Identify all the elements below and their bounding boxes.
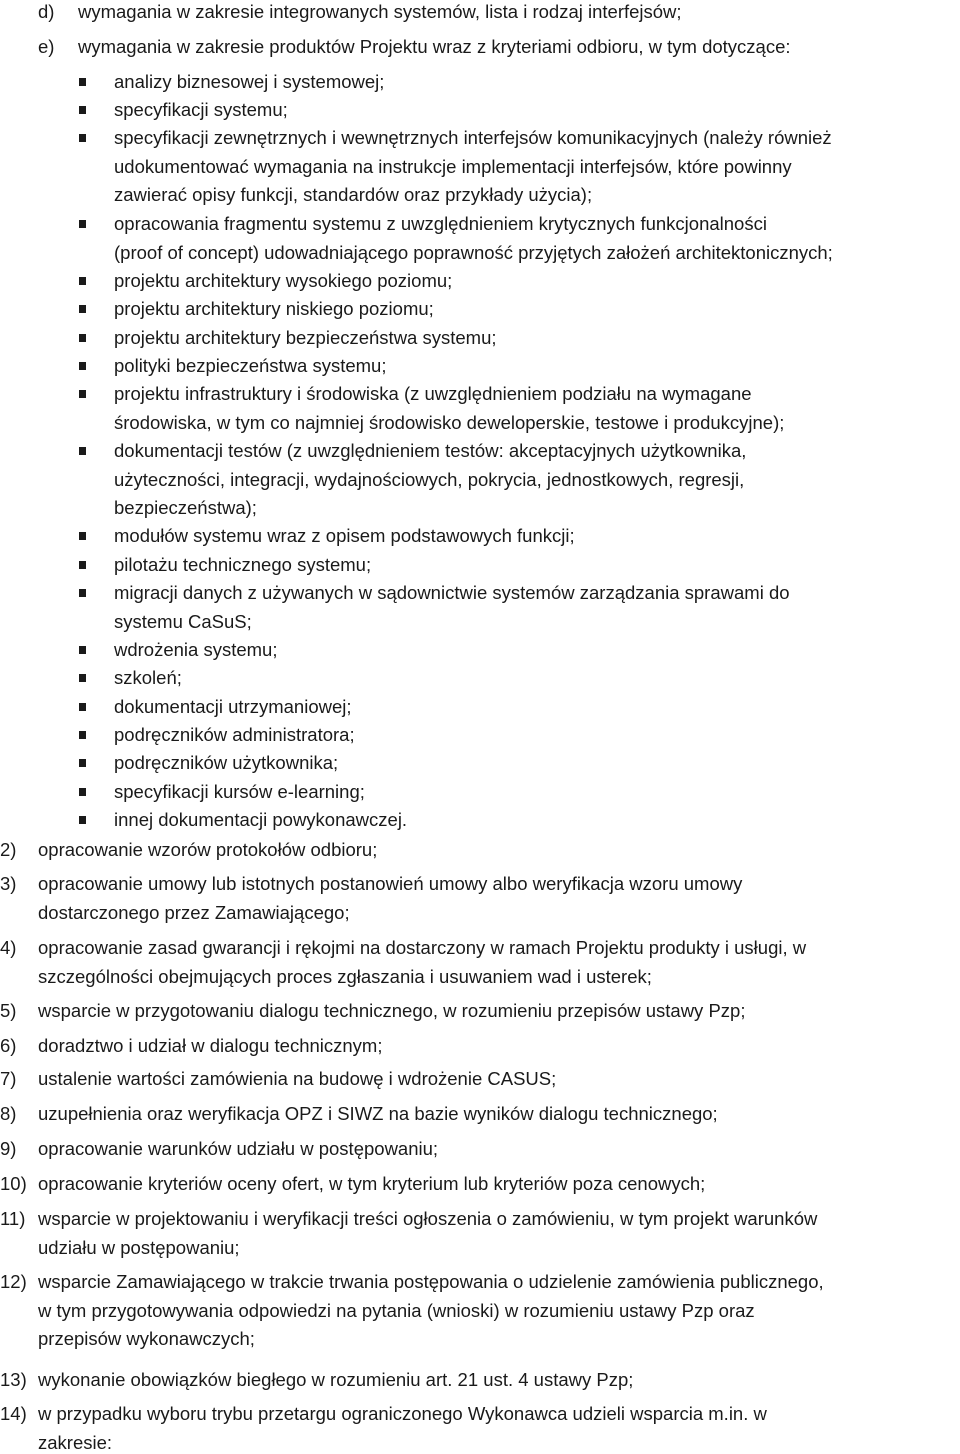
bullet-item-text: dokumentacji utrzymaniowej; (114, 696, 352, 717)
square-bullet-icon (79, 532, 86, 540)
bullet-item-text: (proof of concept) udowadniającego poprawność przyjętych założeń architektonicznych; (114, 241, 833, 263)
square-bullet-icon (79, 277, 86, 285)
numbered-item-text: w tym przygotowywania odpowiedzi na pytania (wnioski) w rozumieniu ustawy Pzp oraz (38, 1299, 755, 1321)
bullet-item-text: podręczników użytkownika; (114, 752, 339, 773)
square-bullet-icon (79, 134, 86, 142)
bullet-item-text: systemu CaSuS; (114, 610, 252, 632)
bullet-item-text: zawierać opisy funkcji, standardów oraz przykłady użycia); (114, 184, 593, 205)
list-number: 4) (0, 937, 17, 958)
square-bullet-icon (79, 78, 86, 86)
bullet-item-text: bezpieczeństwa); (114, 497, 257, 518)
numbered-item-text: opracowanie wzorów protokołów odbioru; (38, 839, 378, 860)
bullet-item-text: migracji danych z używanych w sądownictwie systemów zarządzania sprawami do (114, 582, 790, 603)
list-number: 6) (0, 1035, 17, 1056)
bullet-item-text: opracowania fragmentu systemu z uwzględnieniem krytycznych funkcjonalności (114, 213, 767, 234)
list-number: 13) (0, 1369, 27, 1390)
bullet-item-text: projektu architektury bezpieczeństwa systemu; (114, 327, 497, 348)
bullet-item-text: analizy biznesowej i systemowej; (114, 71, 385, 92)
numbered-item-text: opracowanie zasad gwarancji i rękojmi na dostarczony w ramach Projektu produkty i usługi, w (38, 937, 807, 958)
bullet-item-text: specyfikacji zewnętrznych i wewnętrznych interfejsów komunikacyjnych (należy również (114, 127, 832, 148)
bullet-item-text: projektu architektury wysokiego poziomu; (114, 270, 453, 291)
bullet-item-text: modułów systemu wraz z opisem podstawowych funkcji; (114, 525, 575, 546)
square-bullet-icon (79, 703, 86, 711)
square-bullet-icon (79, 334, 86, 342)
square-bullet-icon (79, 106, 86, 114)
bullet-item-text: udokumentować wymagania na instrukcje implementacji interfejsów, które powinny (114, 155, 792, 177)
numbered-item-text: wsparcie w przygotowaniu dialogu technicznego, w rozumieniu przepisów ustawy Pzp; (38, 1000, 746, 1021)
bullet-item-text: specyfikacji kursów e-learning; (114, 781, 365, 802)
bullet-item-text: projektu architektury niskiego poziomu; (114, 298, 434, 319)
list-number: 9) (0, 1138, 17, 1159)
square-bullet-icon (79, 390, 86, 398)
numbered-item-text: w przypadku wyboru trybu przetargu ograniczonego Wykonawca udzieli wsparcia m.in. w (38, 1403, 767, 1424)
square-bullet-icon (79, 816, 86, 824)
numbered-item-text: wykonanie obowiązków biegłego w rozumieniu art. 21 ust. 4 ustawy Pzp; (38, 1369, 634, 1390)
bullet-item-text: środowiska, w tym co najmniej środowisko deweloperskie, testowe i produkcyjne); (114, 411, 785, 433)
numbered-item-text: przepisów wykonawczych; (38, 1328, 255, 1349)
list-item-text: wymagania w zakresie produktów Projektu wraz z kryteriami odbioru, w tym dotyczące: (78, 36, 791, 57)
numbered-item-text: wsparcie w projektowaniu i weryfikacji treści ogłoszenia o zamówieniu, w tym projekt warunków (38, 1208, 818, 1229)
bullet-item-text: specyfikacji systemu; (114, 99, 288, 120)
bullet-item-text: szkoleń; (114, 667, 182, 688)
list-number: 2) (0, 839, 17, 860)
numbered-item-text: wsparcie Zamawiającego w trakcie trwania postępowania o udzielenie zamówienia publicznego, (38, 1271, 824, 1292)
square-bullet-icon (79, 759, 86, 767)
list-number: 3) (0, 873, 17, 894)
list-marker: d) (38, 1, 55, 22)
square-bullet-icon (79, 788, 86, 796)
square-bullet-icon (79, 674, 86, 682)
bullet-item-text: polityki bezpieczeństwa systemu; (114, 355, 387, 376)
bullet-item-text: podręczników administratora; (114, 724, 355, 745)
square-bullet-icon (79, 220, 86, 228)
list-marker: e) (38, 36, 55, 57)
numbered-item-text: udziału w postępowaniu; (38, 1236, 240, 1258)
numbered-item-text: zakresie: (38, 1431, 113, 1453)
numbered-item-text: szczególności obejmujących proces zgłaszania i usuwaniem wad i usterek; (38, 965, 652, 987)
numbered-item-text: opracowanie kryteriów oceny ofert, w tym kryterium lub kryteriów poza cenowych; (38, 1173, 706, 1194)
square-bullet-icon (79, 362, 86, 370)
bullet-item-text: pilotażu technicznego systemu; (114, 554, 372, 575)
bullet-item-text: użyteczności, integracji, wydajnościowych, pokrycia, jednostkowych, regresji, (114, 468, 745, 490)
bullet-item-text: innej dokumentacji powykonawczej. (114, 809, 408, 830)
list-number: 8) (0, 1103, 17, 1124)
square-bullet-icon (79, 305, 86, 313)
numbered-item-text: opracowanie umowy lub istotnych postanowień umowy albo weryfikacja wzoru umowy (38, 873, 743, 894)
numbered-item-text: ustalenie wartości zamówienia na budowę i wdrożenie CASUS; (38, 1068, 557, 1089)
square-bullet-icon (79, 447, 86, 455)
list-number: 10) (0, 1173, 27, 1194)
numbered-item-text: doradztwo i udział w dialogu technicznym; (38, 1035, 383, 1056)
square-bullet-icon (79, 731, 86, 739)
list-number: 5) (0, 1000, 17, 1021)
square-bullet-icon (79, 589, 86, 597)
bullet-item-text: projektu infrastruktury i środowiska (z uwzględnieniem podziału na wymagane (114, 383, 752, 404)
list-number: 14) (0, 1403, 27, 1424)
square-bullet-icon (79, 561, 86, 569)
square-bullet-icon (79, 646, 86, 654)
numbered-item-text: dostarczonego przez Zamawiającego; (38, 901, 350, 923)
numbered-item-text: opracowanie warunków udziału w postępowaniu; (38, 1138, 439, 1159)
bullet-item-text: wdrożenia systemu; (114, 639, 278, 660)
list-number: 12) (0, 1271, 27, 1292)
bullet-item-text: dokumentacji testów (z uwzględnieniem testów: akceptacyjnych użytkownika, (114, 440, 747, 461)
list-number: 7) (0, 1068, 17, 1089)
list-number: 11) (0, 1208, 26, 1229)
numbered-item-text: uzupełnienia oraz weryfikacja OPZ i SIWZ na bazie wyników dialogu technicznego; (38, 1103, 718, 1124)
list-item-text: wymagania w zakresie integrowanych systemów, lista i rodzaj interfejsów; (78, 1, 682, 22)
